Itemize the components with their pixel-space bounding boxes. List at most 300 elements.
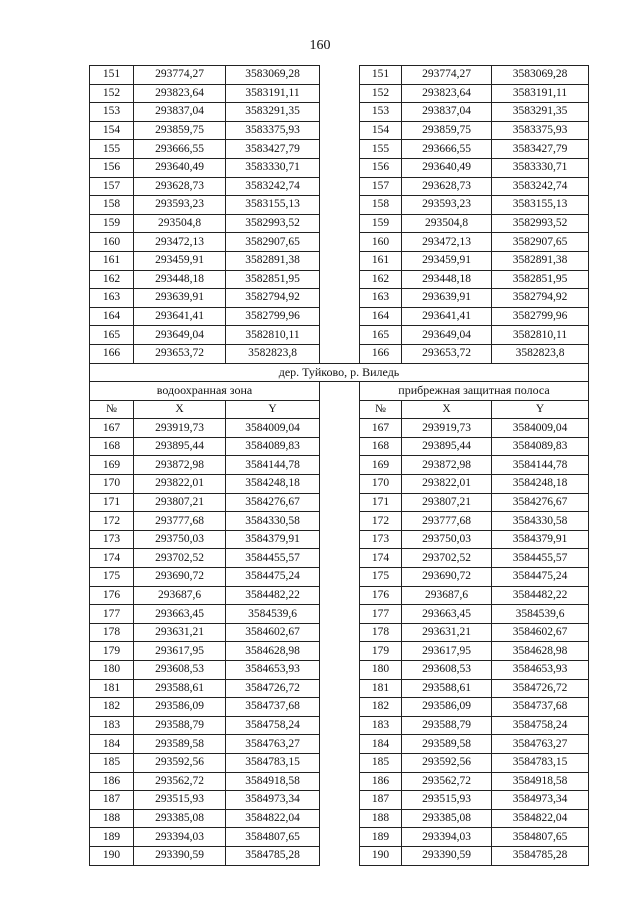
header-number: №: [360, 400, 402, 419]
left-x-value: 293872,98: [134, 456, 226, 475]
left-x-value: 293895,44: [134, 437, 226, 456]
right-x-value: 293472,13: [402, 233, 492, 252]
left-point-number: 156: [90, 158, 134, 177]
right-x-value: 293774,27: [402, 66, 492, 85]
header-y: Y: [226, 400, 320, 419]
left-x-value: 293588,61: [134, 679, 226, 698]
right-point-number: 179: [360, 642, 402, 661]
right-y-value: 3584539,6: [492, 605, 589, 624]
left-point-number: 167: [90, 419, 134, 438]
left-x-value: 293750,03: [134, 530, 226, 549]
table-gap: [320, 493, 360, 512]
right-point-number: 173: [360, 530, 402, 549]
left-x-value: 293919,73: [134, 419, 226, 438]
table-row: [90, 716, 589, 735]
left-x-value: 293385,08: [134, 809, 226, 828]
right-y-value: 3583191,11: [492, 84, 589, 103]
right-y-value: 3584475,24: [492, 568, 589, 587]
right-x-value: 293895,44: [402, 437, 492, 456]
right-x-value: 293588,79: [402, 716, 492, 735]
left-point-number: 162: [90, 270, 134, 289]
table-row: [90, 661, 589, 680]
left-y-value: 3584539,6: [226, 605, 320, 624]
right-x-value: 293702,52: [402, 549, 492, 568]
right-point-number: 161: [360, 251, 402, 270]
right-point-number: 182: [360, 698, 402, 717]
right-point-number: 154: [360, 121, 402, 140]
left-y-value: 3584089,83: [226, 437, 320, 456]
table-gap: [320, 400, 360, 419]
left-point-number: 182: [90, 698, 134, 717]
right-point-number: 183: [360, 716, 402, 735]
left-y-value: 3584758,24: [226, 716, 320, 735]
right-y-value: 3583291,35: [492, 103, 589, 122]
right-x-value: 293588,61: [402, 679, 492, 698]
left-y-value: 3584628,98: [226, 642, 320, 661]
right-x-value: 293448,18: [402, 270, 492, 289]
right-point-number: 189: [360, 828, 402, 847]
left-y-value: 3584785,28: [226, 846, 320, 865]
table-row: [90, 605, 589, 624]
left-point-number: 184: [90, 735, 134, 754]
right-point-number: 186: [360, 772, 402, 791]
left-x-value: 293807,21: [134, 493, 226, 512]
right-x-value: 293617,95: [402, 642, 492, 661]
table-gap: [320, 549, 360, 568]
right-x-value: 293807,21: [402, 493, 492, 512]
left-point-number: 158: [90, 196, 134, 215]
left-x-value: 293823,64: [134, 84, 226, 103]
right-x-value: 293666,55: [402, 140, 492, 159]
table-row: [90, 419, 589, 438]
left-y-value: 3583242,74: [226, 177, 320, 196]
left-x-value: 293649,04: [134, 326, 226, 345]
right-point-number: 185: [360, 753, 402, 772]
left-point-number: 171: [90, 493, 134, 512]
left-point-number: 177: [90, 605, 134, 624]
table-row: [90, 549, 589, 568]
left-point-number: 189: [90, 828, 134, 847]
right-y-value: 3584276,67: [492, 493, 589, 512]
right-point-number: 177: [360, 605, 402, 624]
table-gap: [320, 530, 360, 549]
left-y-value: 3582851,95: [226, 270, 320, 289]
left-y-value: 3583375,93: [226, 121, 320, 140]
left-y-value: 3582993,52: [226, 214, 320, 233]
left-x-value: 293592,56: [134, 753, 226, 772]
right-y-value: 3584822,04: [492, 809, 589, 828]
right-y-value: 3582823,8: [492, 344, 589, 363]
right-x-value: 293690,72: [402, 568, 492, 587]
table-row: [90, 753, 589, 772]
right-point-number: 187: [360, 791, 402, 810]
table-gap: [320, 475, 360, 494]
table-gap: [320, 753, 360, 772]
table-gap: [320, 270, 360, 289]
left-x-value: 293628,73: [134, 177, 226, 196]
right-y-value: 3582810,11: [492, 326, 589, 345]
right-x-value: 293919,73: [402, 419, 492, 438]
right-x-value: 293687,6: [402, 586, 492, 605]
left-point-number: 178: [90, 623, 134, 642]
table-gap: [320, 214, 360, 233]
left-zone-title: водоохранная зона: [90, 382, 320, 401]
right-y-value: 3584628,98: [492, 642, 589, 661]
right-x-value: 293777,68: [402, 512, 492, 531]
right-x-value: 293653,72: [402, 344, 492, 363]
table-gap: [320, 196, 360, 215]
left-point-number: 187: [90, 791, 134, 810]
left-x-value: 293639,91: [134, 289, 226, 308]
table-gap: [320, 512, 360, 531]
left-y-value: 3582907,65: [226, 233, 320, 252]
table-row: [90, 66, 589, 85]
left-x-value: 293448,18: [134, 270, 226, 289]
left-point-number: 185: [90, 753, 134, 772]
left-x-value: 293588,79: [134, 716, 226, 735]
table-gap: [320, 679, 360, 698]
left-x-value: 293394,03: [134, 828, 226, 847]
table-row: [90, 233, 589, 252]
left-x-value: 293640,49: [134, 158, 226, 177]
right-y-value: 3583069,28: [492, 66, 589, 85]
table-gap: [320, 307, 360, 326]
left-x-value: 293562,72: [134, 772, 226, 791]
right-y-value: 3584807,65: [492, 828, 589, 847]
left-point-number: 157: [90, 177, 134, 196]
left-y-value: 3584653,93: [226, 661, 320, 680]
table-row: [90, 196, 589, 215]
right-x-value: 293649,04: [402, 326, 492, 345]
left-x-value: 293859,75: [134, 121, 226, 140]
right-point-number: 190: [360, 846, 402, 865]
right-y-value: 3584455,57: [492, 549, 589, 568]
left-point-number: 186: [90, 772, 134, 791]
left-point-number: 190: [90, 846, 134, 865]
left-point-number: 155: [90, 140, 134, 159]
left-y-value: 3584248,18: [226, 475, 320, 494]
right-point-number: 159: [360, 214, 402, 233]
table-row: [90, 772, 589, 791]
right-y-value: 3582799,96: [492, 307, 589, 326]
table-gap: [320, 809, 360, 828]
table-row: [90, 642, 589, 661]
left-point-number: 172: [90, 512, 134, 531]
left-point-number: 188: [90, 809, 134, 828]
table-gap: [320, 140, 360, 159]
right-y-value: 3584763,27: [492, 735, 589, 754]
right-y-value: 3584248,18: [492, 475, 589, 494]
right-y-value: 3584602,67: [492, 623, 589, 642]
table-row: [90, 679, 589, 698]
right-point-number: 184: [360, 735, 402, 754]
right-x-value: 293639,91: [402, 289, 492, 308]
right-x-value: 293608,53: [402, 661, 492, 680]
table-gap: [320, 772, 360, 791]
table-row: [90, 828, 589, 847]
right-y-value: 3583330,71: [492, 158, 589, 177]
right-point-number: 175: [360, 568, 402, 587]
left-x-value: 293472,13: [134, 233, 226, 252]
right-point-number: 166: [360, 344, 402, 363]
table-gap: [320, 103, 360, 122]
page-number: 160: [309, 38, 331, 53]
table-gap: [320, 437, 360, 456]
right-y-value: 3584009,04: [492, 419, 589, 438]
right-y-value: 3582851,95: [492, 270, 589, 289]
left-point-number: 169: [90, 456, 134, 475]
table-row: [90, 735, 589, 754]
right-x-value: 293504,8: [402, 214, 492, 233]
table-row: [90, 437, 589, 456]
left-y-value: 3583191,11: [226, 84, 320, 103]
right-y-value: 3584330,58: [492, 512, 589, 531]
table-gap: [320, 735, 360, 754]
left-x-value: 293837,04: [134, 103, 226, 122]
section-title: дер. Туйково, р. Виледь: [90, 363, 589, 382]
table-row: [90, 456, 589, 475]
left-y-value: 3582823,8: [226, 344, 320, 363]
left-y-value: 3582891,38: [226, 251, 320, 270]
left-x-value: 293690,72: [134, 568, 226, 587]
column-header-row: [90, 400, 589, 419]
left-point-number: 154: [90, 121, 134, 140]
left-x-value: 293390,59: [134, 846, 226, 865]
left-point-number: 183: [90, 716, 134, 735]
right-point-number: 165: [360, 326, 402, 345]
right-point-number: 171: [360, 493, 402, 512]
left-y-value: 3584455,57: [226, 549, 320, 568]
right-point-number: 170: [360, 475, 402, 494]
right-y-value: 3584653,93: [492, 661, 589, 680]
right-y-value: 3584144,78: [492, 456, 589, 475]
table-row: [90, 493, 589, 512]
table-row: [90, 530, 589, 549]
table-gap: [320, 698, 360, 717]
right-x-value: 293390,59: [402, 846, 492, 865]
right-point-number: 164: [360, 307, 402, 326]
right-point-number: 160: [360, 233, 402, 252]
left-y-value: 3584602,67: [226, 623, 320, 642]
right-point-number: 163: [360, 289, 402, 308]
right-x-value: 293385,08: [402, 809, 492, 828]
table-row: [90, 698, 589, 717]
left-x-value: 293586,09: [134, 698, 226, 717]
right-y-value: 3583375,93: [492, 121, 589, 140]
right-y-value: 3583427,79: [492, 140, 589, 159]
left-point-number: 173: [90, 530, 134, 549]
right-point-number: 152: [360, 84, 402, 103]
left-x-value: 293774,27: [134, 66, 226, 85]
table-row: [90, 270, 589, 289]
header-x: X: [402, 400, 492, 419]
table-gap: [320, 382, 360, 401]
left-x-value: 293593,23: [134, 196, 226, 215]
table-row: [90, 475, 589, 494]
right-x-value: 293750,03: [402, 530, 492, 549]
left-x-value: 293822,01: [134, 475, 226, 494]
left-y-value: 3584783,15: [226, 753, 320, 772]
left-x-value: 293617,95: [134, 642, 226, 661]
left-point-number: 179: [90, 642, 134, 661]
right-y-value: 3584726,72: [492, 679, 589, 698]
table-row: [90, 140, 589, 159]
left-y-value: 3584807,65: [226, 828, 320, 847]
right-x-value: 293394,03: [402, 828, 492, 847]
table-row: [90, 103, 589, 122]
table-row: [90, 791, 589, 810]
right-point-number: 167: [360, 419, 402, 438]
right-x-value: 293593,23: [402, 196, 492, 215]
right-point-number: 174: [360, 549, 402, 568]
table-gap: [320, 66, 360, 85]
left-point-number: 168: [90, 437, 134, 456]
right-point-number: 155: [360, 140, 402, 159]
table-gap: [320, 289, 360, 308]
right-x-value: 293589,58: [402, 735, 492, 754]
table-gap: [320, 456, 360, 475]
section-title-row: [90, 363, 589, 382]
left-y-value: 3584726,72: [226, 679, 320, 698]
table-gap: [320, 828, 360, 847]
left-y-value: 3584475,24: [226, 568, 320, 587]
right-y-value: 3584783,15: [492, 753, 589, 772]
table-gap: [320, 158, 360, 177]
left-y-value: 3583330,71: [226, 158, 320, 177]
right-y-value: 3584482,22: [492, 586, 589, 605]
right-x-value: 293837,04: [402, 103, 492, 122]
right-zone-title: прибрежная защитная полоса: [360, 382, 589, 401]
right-point-number: 158: [360, 196, 402, 215]
right-y-value: 3584089,83: [492, 437, 589, 456]
table-gap: [320, 846, 360, 865]
right-point-number: 157: [360, 177, 402, 196]
left-point-number: 165: [90, 326, 134, 345]
left-point-number: 152: [90, 84, 134, 103]
right-y-value: 3582907,65: [492, 233, 589, 252]
right-x-value: 293562,72: [402, 772, 492, 791]
right-x-value: 293859,75: [402, 121, 492, 140]
header-number: №: [90, 400, 134, 419]
right-x-value: 293641,41: [402, 307, 492, 326]
right-y-value: 3582794,92: [492, 289, 589, 308]
table-row: [90, 809, 589, 828]
right-x-value: 293628,73: [402, 177, 492, 196]
table-row: [90, 84, 589, 103]
header-y: Y: [492, 400, 589, 419]
coordinates-table: [89, 65, 589, 866]
table-row: [90, 846, 589, 865]
right-x-value: 293823,64: [402, 84, 492, 103]
table-gap: [320, 586, 360, 605]
right-y-value: 3584379,91: [492, 530, 589, 549]
left-x-value: 293702,52: [134, 549, 226, 568]
left-y-value: 3584276,67: [226, 493, 320, 512]
left-y-value: 3584482,22: [226, 586, 320, 605]
table-gap: [320, 121, 360, 140]
table-gap: [320, 661, 360, 680]
left-point-number: 163: [90, 289, 134, 308]
left-x-value: 293589,58: [134, 735, 226, 754]
left-x-value: 293777,68: [134, 512, 226, 531]
table-row: [90, 289, 589, 308]
left-point-number: 159: [90, 214, 134, 233]
right-point-number: 162: [360, 270, 402, 289]
right-point-number: 172: [360, 512, 402, 531]
right-y-value: 3584758,24: [492, 716, 589, 735]
left-y-value: 3583427,79: [226, 140, 320, 159]
left-point-number: 161: [90, 251, 134, 270]
right-point-number: 176: [360, 586, 402, 605]
table-row: [90, 251, 589, 270]
right-y-value: 3582993,52: [492, 214, 589, 233]
table-row: [90, 344, 589, 363]
table-gap: [320, 642, 360, 661]
table-row: [90, 307, 589, 326]
right-point-number: 156: [360, 158, 402, 177]
left-y-value: 3583069,28: [226, 66, 320, 85]
left-x-value: 293663,45: [134, 605, 226, 624]
table-gap: [320, 233, 360, 252]
right-x-value: 293586,09: [402, 698, 492, 717]
left-point-number: 160: [90, 233, 134, 252]
left-x-value: 293666,55: [134, 140, 226, 159]
right-x-value: 293872,98: [402, 456, 492, 475]
right-x-value: 293631,21: [402, 623, 492, 642]
right-point-number: 181: [360, 679, 402, 698]
left-point-number: 176: [90, 586, 134, 605]
table-gap: [320, 251, 360, 270]
table-gap: [320, 791, 360, 810]
right-x-value: 293640,49: [402, 158, 492, 177]
right-point-number: 153: [360, 103, 402, 122]
left-y-value: 3584737,68: [226, 698, 320, 717]
bottom-rows: [90, 419, 589, 865]
header-x: X: [134, 400, 226, 419]
right-y-value: 3582891,38: [492, 251, 589, 270]
left-x-value: 293631,21: [134, 623, 226, 642]
table-gap: [320, 605, 360, 624]
left-y-value: 3583155,13: [226, 196, 320, 215]
left-point-number: 174: [90, 549, 134, 568]
left-x-value: 293515,93: [134, 791, 226, 810]
left-x-value: 293653,72: [134, 344, 226, 363]
right-point-number: 178: [360, 623, 402, 642]
table-row: [90, 158, 589, 177]
right-y-value: 3584918,58: [492, 772, 589, 791]
right-point-number: 151: [360, 66, 402, 85]
left-x-value: 293504,8: [134, 214, 226, 233]
left-point-number: 170: [90, 475, 134, 494]
left-y-value: 3584379,91: [226, 530, 320, 549]
right-y-value: 3583242,74: [492, 177, 589, 196]
table-row: [90, 512, 589, 531]
table-gap: [320, 84, 360, 103]
left-y-value: 3584330,58: [226, 512, 320, 531]
table-gap: [320, 623, 360, 642]
table-gap: [320, 716, 360, 735]
left-y-value: 3584763,27: [226, 735, 320, 754]
table-row: [90, 568, 589, 587]
table-row: [90, 326, 589, 345]
left-x-value: 293608,53: [134, 661, 226, 680]
table-row: [90, 121, 589, 140]
table-row: [90, 214, 589, 233]
left-point-number: 166: [90, 344, 134, 363]
right-x-value: 293515,93: [402, 791, 492, 810]
right-point-number: 180: [360, 661, 402, 680]
left-y-value: 3583291,35: [226, 103, 320, 122]
